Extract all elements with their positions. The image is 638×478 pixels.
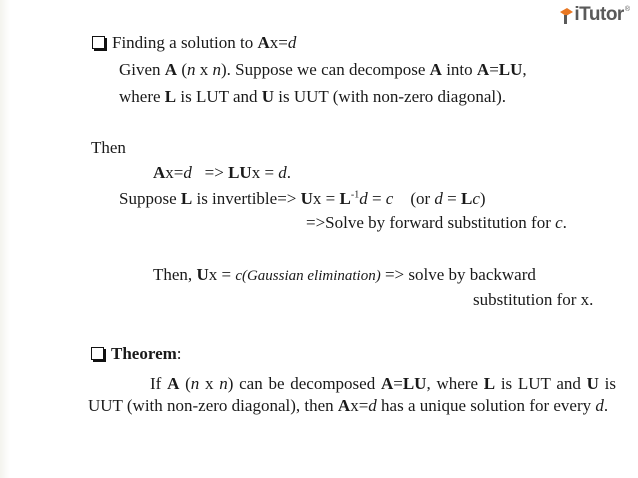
itutor-logo [559, 4, 630, 26]
bullet-theorem: Theorem: [91, 344, 182, 364]
where-line: where L is LUT and U is UUT (with non-zero diagonal). [119, 87, 506, 106]
given-line: Given A (n x n). Suppose we can decompose A into A=LU, [119, 60, 527, 79]
theorem-body: If A (n x n) can be decomposed A=LU, where L is LUT and U is UUT (with non-zero diagonal), then Ax=d has a unique solution for every d. [88, 374, 617, 415]
logo-text: iTutor [574, 4, 624, 25]
bullet-finding-solution: Finding a solution to Ax=d [92, 33, 296, 53]
backward-line-2: substitution for x. [473, 290, 594, 309]
mortarboard-icon [559, 7, 573, 25]
square-bullet-icon [91, 347, 104, 360]
logo-registered: ® [624, 6, 630, 13]
left-stripe [0, 0, 10, 478]
then-label: Then [91, 138, 126, 157]
backward-line: Then, Ux = c(Gaussian elimination) => solve by backward [153, 265, 536, 284]
forward-substitution-line: =>Solve by forward substitution for c. [306, 213, 567, 232]
square-bullet-icon [92, 36, 105, 49]
suppose-line: Suppose L is invertible=> $Ux = L^{-1}d = c$ (or d = Lc) [119, 189, 486, 208]
equation-line: Ax=d => LUx = d. [153, 163, 292, 182]
